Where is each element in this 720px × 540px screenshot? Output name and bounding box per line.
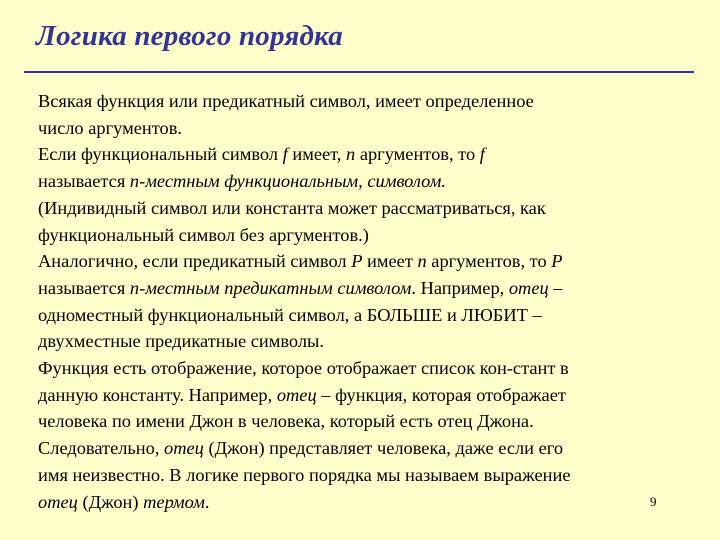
italic-text-segment: f xyxy=(282,144,288,165)
text-segment: данную константу. Например, xyxy=(38,384,277,405)
text-segment: имеет xyxy=(362,251,418,272)
text-segment: (Джон) представляет человека, даже если его xyxy=(203,438,564,459)
text-segment: аргументов, то xyxy=(426,251,552,272)
text-segment: Если функциональный символ xyxy=(38,144,283,165)
page-number: 9 xyxy=(650,494,657,509)
body-line xyxy=(38,489,688,516)
body-line xyxy=(38,248,688,275)
text-segment: двухместные предикатные символы. xyxy=(38,331,324,352)
text-segment: человека по имени Джон в человека, который есть отец Джона. xyxy=(38,411,534,432)
italic-text-segment: отец xyxy=(508,277,549,298)
body-line xyxy=(38,462,688,489)
body-line xyxy=(38,222,688,249)
italic-text-segment: P xyxy=(351,251,363,272)
italic-text-segment: n xyxy=(417,251,427,272)
slide-title: Логика первого порядка xyxy=(36,20,343,52)
body-line xyxy=(38,408,688,435)
body-line xyxy=(38,382,688,409)
body-line xyxy=(38,275,688,302)
body-line xyxy=(38,115,688,142)
text-segment: (Джон) xyxy=(77,491,144,512)
text-segment: – xyxy=(548,277,563,298)
text-segment: Аналогично, если предикатный символ xyxy=(38,251,352,272)
italic-text-segment: f xyxy=(479,144,485,165)
italic-text-segment: отец xyxy=(38,491,78,512)
body-line xyxy=(38,88,688,115)
text-segment: аргументов, то xyxy=(355,144,480,165)
text-segment: имеет, xyxy=(287,144,347,165)
italic-text-segment: n xyxy=(346,144,356,165)
text-segment: – функция, которая отображает xyxy=(316,384,566,405)
body-line xyxy=(38,328,688,355)
title-divider xyxy=(24,71,694,73)
body-line xyxy=(38,355,688,382)
text-segment: одноместный функциональный символ, а БОЛЬШЕ и ЛЮБИТ – xyxy=(38,304,542,325)
text-segment: называется xyxy=(38,171,130,192)
text-segment: . Например, xyxy=(411,277,509,298)
italic-text-segment: P xyxy=(551,251,563,272)
body-line xyxy=(38,195,688,222)
text-segment: число аргументов. xyxy=(38,117,182,138)
body-line xyxy=(38,302,688,329)
body-line xyxy=(38,141,688,168)
italic-text-segment: отец xyxy=(276,384,317,405)
text-segment: Функция есть отображение, которое отображает список кон-стант в xyxy=(38,358,569,379)
text-segment: Следовательно, xyxy=(38,438,165,459)
italic-text-segment: n-местным предикатным символом xyxy=(129,277,412,298)
text-segment: имя неизвестно. В логике первого порядка мы называем выражение xyxy=(38,464,571,485)
text-segment: функциональный символ без аргументов.) xyxy=(38,224,369,245)
text-segment: Всякая функция или предикатный символ, имеет определенное xyxy=(38,91,534,111)
body-line xyxy=(38,168,688,195)
italic-text-segment: отец xyxy=(164,438,204,459)
italic-text-segment: n-местным функциональным, символом. xyxy=(129,171,446,192)
slide-body xyxy=(38,88,688,515)
italic-text-segment: термом xyxy=(143,491,205,512)
text-segment: . xyxy=(204,491,210,512)
text-segment: (Индивидный символ или константа может рассматриваться, как xyxy=(38,197,546,218)
text-segment: называется xyxy=(38,277,130,298)
body-line xyxy=(38,435,688,462)
